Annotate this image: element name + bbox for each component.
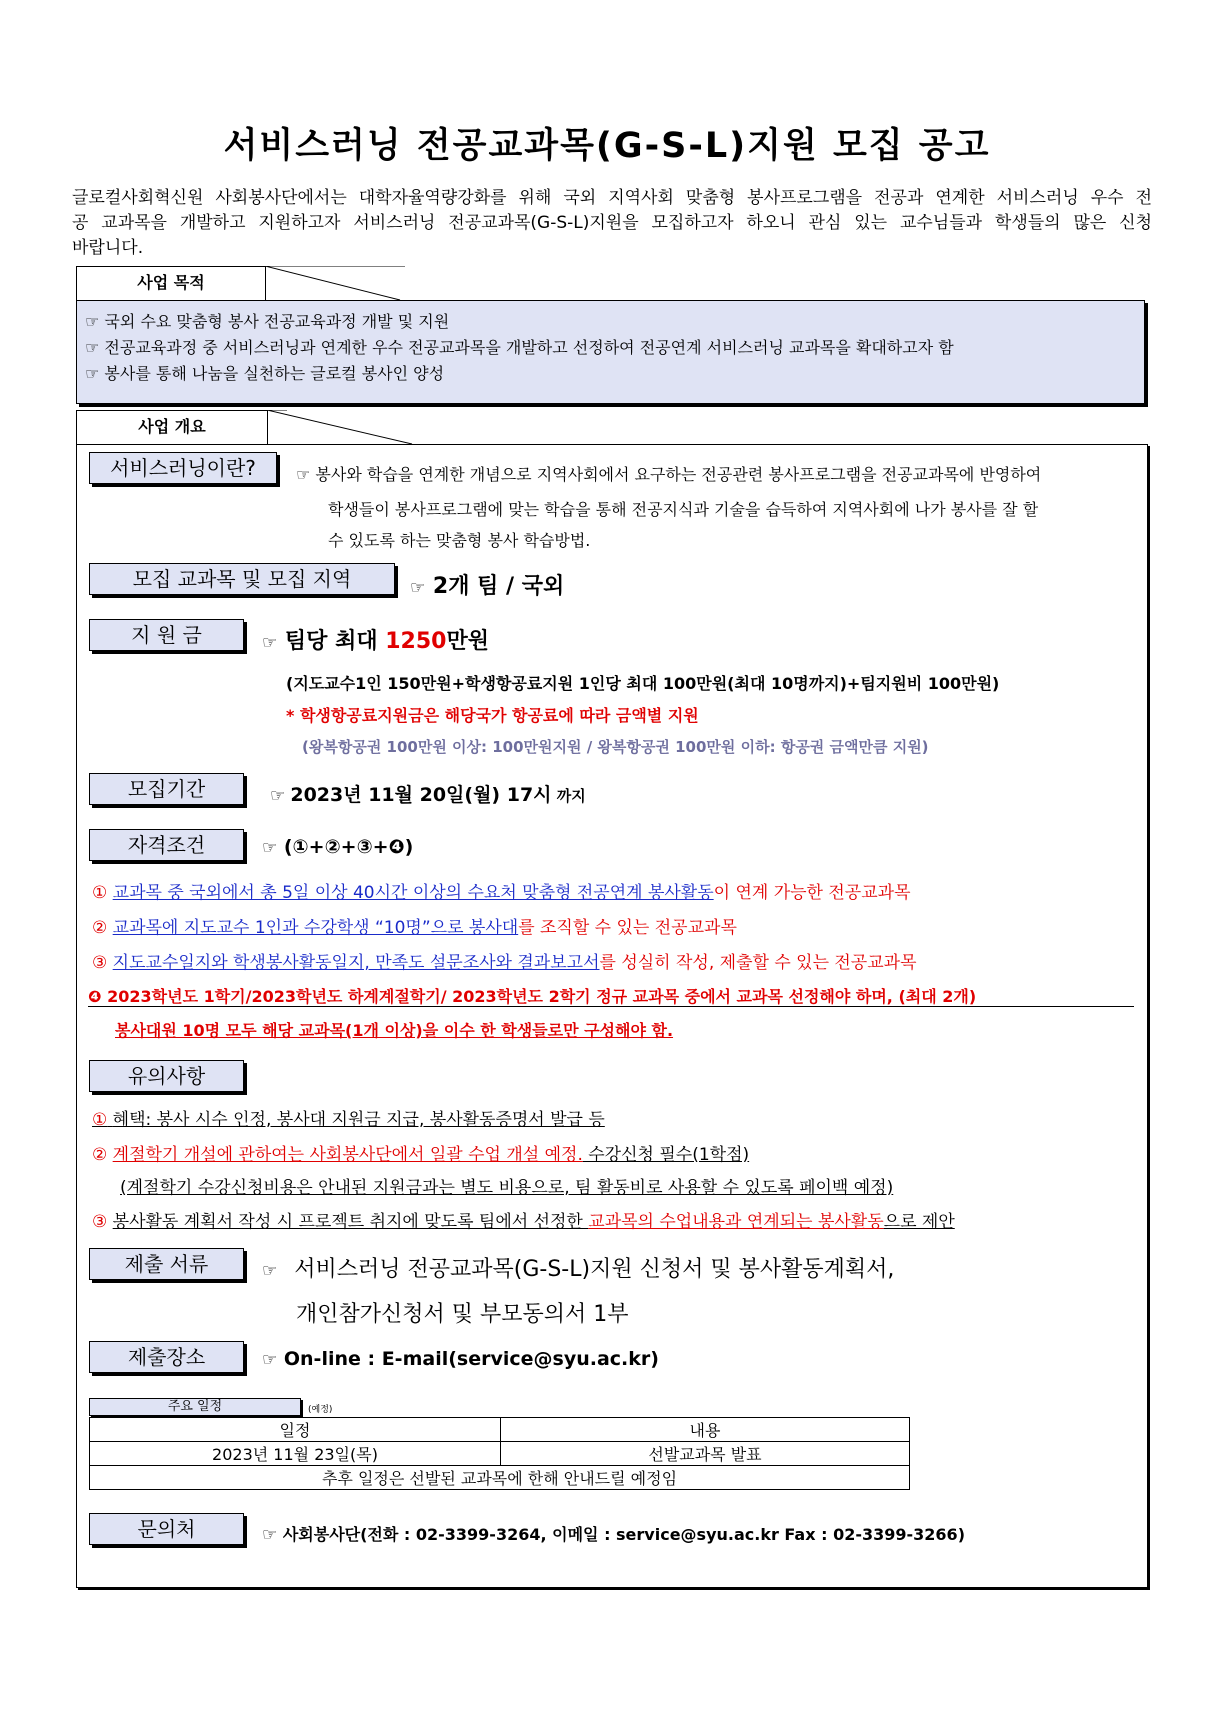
intro-paragraph: 글로컬사회혁신원 사회봉사단에서는 대학자율역량강화를 위해 국외 지역사회 맞춤형 봉사프로그램을 전공과 연계한 서비스러닝 우수 전공 교과목을 개발하고 지원하고자 서비스러닝 전공교과목(G-S-L)지원을 모집하고자 하오니 관심 있는 교수님들과 학생들의 많은 신청 바랍니다. [72, 188, 1152, 258]
place-value: On-line : E-mail(service@syu.ac.kr) [283, 1348, 659, 1370]
purpose-item-2: ☞ 전공교육과정 중 서비스러닝과 연계한 우수 전공교과목을 개발하고 선정하여 전공연계 서비스러닝 교과목을 확대하고자 함 [85, 338, 954, 357]
service-learning-line-3: 수 있도록 하는 맞춤형 봉사 학습방법. [328, 531, 591, 550]
purpose-tab: 사업 목적 [76, 266, 266, 300]
period-line: ☞ 2023년 11월 20일(월) 17시 까지 [270, 784, 586, 806]
recruit-value: 2개 팀 / 국외 [432, 574, 565, 599]
documents-line-1: ☞ 서비스러닝 전공교과목(G-S-L)지원 신청서 및 봉사활동계획서, [262, 1257, 895, 1282]
place-line [262, 1348, 659, 1370]
purpose-tab-slant [265, 266, 405, 301]
purpose-item-1: ☞ 국외 수요 맞춤형 봉사 전공교육과정 개발 및 지원 [85, 312, 450, 331]
hand-pointer-icon: ☞ [270, 786, 286, 806]
service-learning-label: 서비스러닝이란? [89, 452, 277, 484]
funding-line: ☞ 팀당 최대 1250만원 [262, 629, 489, 654]
hand-pointer-icon: ☞ [262, 838, 278, 858]
qualification-label: 자격조건 [89, 829, 244, 861]
schedule-table [89, 1417, 910, 1490]
notes-item-3: ③ 봉사활동 계획서 작성 시 프로젝트 취지에 맞도록 팀에서 선정한 교과목의 수업내용과 연계되는 봉사활동으로 제안 [92, 1212, 955, 1232]
documents-line-2: 개인참가신청서 및 부모동의서 1부 [296, 1302, 629, 1327]
table-row [90, 1466, 910, 1490]
contact-value: 사회봉사단(전화 : 02-3399-3264, 이메일 : service@syu.ac.kr Fax : 02-3399-3266) [282, 1525, 966, 1544]
schedule-date: 2023년 11월 23일(목) [90, 1442, 501, 1466]
period-label: 모집기간 [89, 773, 244, 805]
funding-note: * 학생항공료지원금은 해당국가 항공료에 따라 금액별 지원 [286, 706, 699, 725]
notes-item-1: ① 혜택: 봉사 시수 인정, 봉사대 지원금 지급, 봉사활동증명서 발급 등 [92, 1110, 605, 1130]
service-learning-line-1: ☞ 봉사와 학습을 연계한 개념으로 지역사회에서 요구하는 전공관련 봉사프로그램을 전공교과목에 반영하여 [296, 465, 1042, 484]
qualification-item-2: ② 교과목에 지도교수 1인과 수강학생 “10명”으로 봉사대를 조직할 수 있는 전공교과목 [92, 918, 737, 938]
contact-line [262, 1522, 965, 1545]
schedule-content: 선발교과목 발표 [501, 1442, 910, 1466]
hand-pointer-icon: ☞ [410, 578, 426, 598]
schedule-footer: 추후 일정은 선발된 교과목에 한해 안내드릴 예정임 [90, 1466, 910, 1490]
funding-detail: (지도교수1인 150만원+학생항공료지원 1인당 최대 100만원(최대 10명까지)+팀지원비 100만원) [286, 674, 1000, 693]
schedule-header-content: 내용 [501, 1418, 910, 1442]
qualification-item-1: ① 교과목 중 국외에서 총 5일 이상 40시간 이상의 수요처 맞춤형 전공연계 봉사활동이 연계 가능한 전공교과목 [92, 883, 911, 903]
purpose-box [76, 300, 1145, 404]
qualification-item-4-line-2: 봉사대원 10명 모두 해당 교과목(1개 이상)을 이수 한 학생들로만 구성해야 함. [115, 1021, 674, 1040]
hand-pointer-icon: ☞ [262, 1350, 278, 1370]
outline-tab: 사업 개요 [76, 410, 268, 444]
notes-label: 유의사항 [89, 1060, 244, 1092]
table-row [90, 1442, 910, 1466]
funding-note-2: (왕복항공권 100만원 이상: 100만원지원 / 왕복항공권 100만원 이하: 항공권 금액만큼 지원) [302, 738, 929, 756]
funding-amount: 1250 [385, 629, 447, 654]
period-value: 2023년 11월 20일(월) 17시 [290, 784, 552, 806]
schedule-header-row [90, 1418, 910, 1442]
schedule-label: 주요 일정 [89, 1398, 301, 1416]
documents-label: 제출 서류 [89, 1248, 244, 1280]
funding-label: 지 원 금 [89, 619, 244, 651]
qualification-item-4-line-1: ❹ 2023학년도 1학기/2023학년도 하계계절학기/ 2023학년도 2학기 정규 교과목 중에서 교과목 선정해야 하며, (최대 2개) [88, 987, 977, 1006]
notes-item-2: ② 계절학기 개설에 관하여는 사회봉사단에서 일괄 수업 개설 예정. 수강신청 필수(1학점) [92, 1145, 750, 1165]
hand-pointer-icon: ☞ [262, 1261, 278, 1281]
place-label: 제출장소 [89, 1341, 244, 1373]
qualification-item-3: ③ 지도교수일지와 학생봉사활동일지, 만족도 설문조사와 결과보고서를 성실히 작성, 제출할 수 있는 전공교과목 [92, 953, 917, 973]
purpose-item-3: ☞ 봉사를 통해 나눔을 실천하는 글로컬 봉사인 양성 [85, 364, 445, 383]
contact-label: 문의처 [89, 1513, 244, 1545]
recruit-line [410, 569, 564, 600]
service-learning-line-2: 학생들이 봉사프로그램에 맞는 학습을 통해 전공지식과 기술을 습득하여 지역사회에 나가 봉사를 잘 할 [328, 500, 1039, 519]
schedule-header-date: 일정 [90, 1418, 501, 1442]
hand-pointer-icon: ☞ [262, 633, 278, 653]
notes-item-2-sub: (계절학기 수강신청비용은 안내된 지원금과는 별도 비용으로, 팀 활동비로 사용할 수 있도록 페이백 예정) [120, 1178, 894, 1198]
qualification-divider [88, 1006, 1134, 1007]
hand-pointer-icon: ☞ [262, 1525, 278, 1545]
recruit-label: 모집 교과목 및 모집 지역 [89, 563, 395, 595]
page-title: 서비스러닝 전공교과목(G-S-L)지원 모집 공고 [223, 126, 991, 166]
outline-tab-slant [267, 410, 417, 445]
qualification-formula: (①+②+③+❹) [283, 836, 414, 858]
qualification-line [262, 836, 413, 858]
schedule-tag: (예정) [308, 1405, 333, 1415]
